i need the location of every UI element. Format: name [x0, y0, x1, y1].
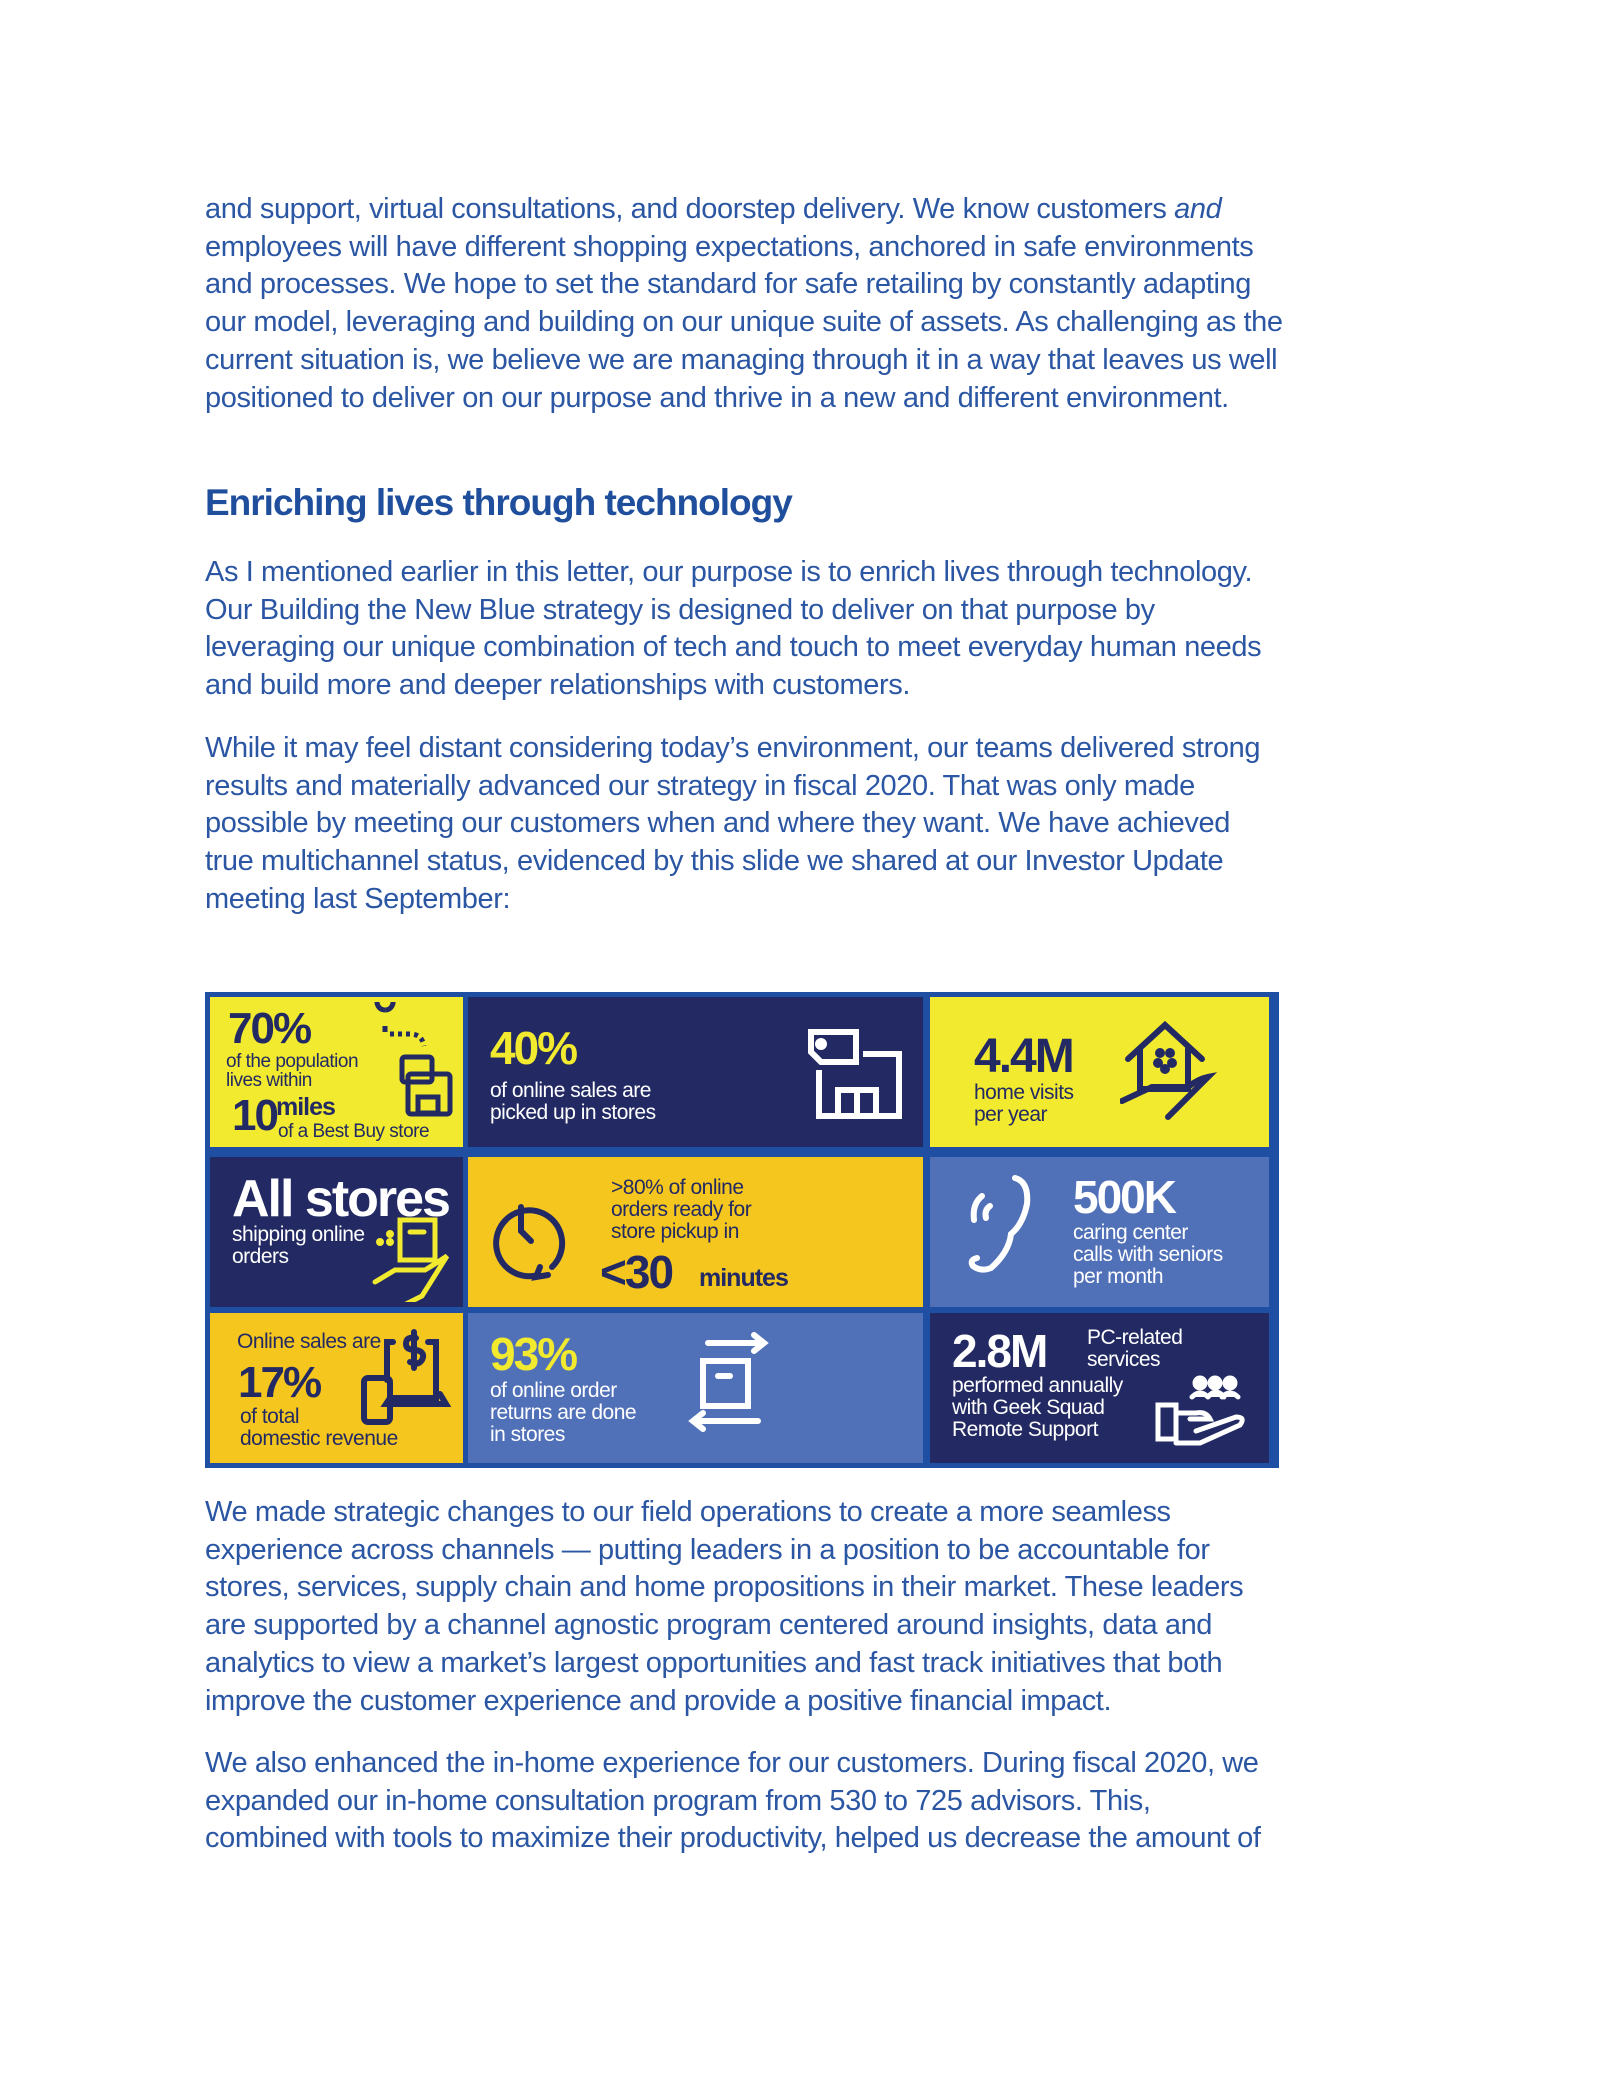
store-tag-icon: [803, 1022, 913, 1132]
text-line: meeting last September:: [205, 882, 511, 915]
text-line: and processes. We hope to set the standard for safe retailing by constantly adapting: [205, 268, 1251, 301]
multichannel-infographic: [205, 992, 1279, 1468]
text-line: analytics to view a market’s largest opportunities and fast track initiatives that both: [205, 1646, 1223, 1679]
stat-geek-squad-remote-support: 2.8M PC-related services performed annually with Geek Squad Remote Support: [930, 1313, 1269, 1463]
text-line: are supported by a channel agnostic program centered around insights, data and: [205, 1609, 1213, 1642]
text-line: stores, services, supply chain and home propositions in their market. These leaders: [205, 1571, 1244, 1604]
text-line: improve the customer experience and provide a positive financial impact.: [205, 1684, 1112, 1717]
text-line: and support, virtual consultations, and doorstep delivery. We know customers and: [205, 193, 1222, 225]
stat-pickup-ready-30-minutes: >80% of online orders ready for store pickup in <30 minutes: [468, 1157, 923, 1307]
location-store-icon: [360, 1002, 460, 1122]
text-line: expanded our in-home consultation program from 530 to 725 advisors. This,: [205, 1784, 1151, 1817]
text-line: Our Building the New Blue strategy is designed to deliver on that purpose by: [205, 593, 1155, 626]
people-hand-icon: [1150, 1373, 1260, 1453]
house-hand-icon: [1120, 1019, 1220, 1129]
text-line: current situation is, we believe we are managing through it in a way that leaves us well: [205, 343, 1278, 376]
field-operations-paragraph: [205, 1494, 1405, 1720]
stat-population-within-10-miles: 70% of the population lives within 10 miles of a Best Buy store: [210, 997, 463, 1147]
clock-icon: [488, 1187, 568, 1287]
text-line: leveraging our unique combination of tech and touch to meet everyday human needs: [205, 631, 1262, 664]
text-line: experience across channels — putting leaders in a position to be accountable for: [205, 1533, 1210, 1566]
results-paragraph: [205, 730, 1405, 919]
stat-online-sales-picked-up: 40% of online sales are picked up in stores: [468, 997, 923, 1147]
stat-online-returns-in-stores: 93% of online order returns are done in stores: [468, 1313, 923, 1463]
stat-online-sales-share: Online sales are 17% of total domestic revenue: [210, 1313, 463, 1463]
text-line: our model, leveraging and building on our unique suite of assets. As challenging as the: [205, 306, 1283, 339]
text-line: possible by meeting our customers when and where they want. We have achieved: [205, 807, 1230, 840]
text-line: results and materially advanced our strategy in fiscal 2020. That was only made: [205, 769, 1195, 802]
text-line: and build more and deeper relationships with customers.: [205, 669, 911, 702]
intro-paragraph: [205, 191, 1405, 417]
text-line: As I mentioned earlier in this letter, our purpose is to enrich lives through technology.: [205, 556, 1253, 588]
section-heading: Enriching lives through technology: [205, 482, 792, 523]
text-line: We also enhanced the in-home experience for our customers. During fiscal 2020, we: [205, 1747, 1259, 1779]
devices-dollar-icon: [358, 1328, 458, 1428]
return-box-icon: [678, 1331, 788, 1441]
phone-icon: [960, 1172, 1050, 1292]
stat-all-stores-shipping: All stores shipping online orders: [210, 1157, 463, 1307]
text-line: While it may feel distant considering today’s environment, our teams delivered strong: [205, 732, 1261, 764]
text-line: true multichannel status, evidenced by this slide we shared at our Investor Update: [205, 845, 1224, 878]
text-line: positioned to deliver on our purpose and thrive in a new and different environment.: [205, 381, 1229, 414]
package-hand-icon: [370, 1212, 460, 1302]
stat-home-visits: 4.4M home visits per year: [930, 997, 1269, 1147]
emphasis-and: and: [1174, 193, 1222, 225]
purpose-paragraph: [205, 554, 1405, 705]
in-home-paragraph: [205, 1745, 1405, 1858]
text-line: employees will have different shopping expectations, anchored in safe environments: [205, 230, 1254, 263]
stat-caring-center-calls: 500K caring center calls with seniors per month: [930, 1157, 1269, 1307]
text-line: We made strategic changes to our field operations to create a more seamless: [205, 1496, 1171, 1528]
text-line: combined with tools to maximize their productivity, helped us decrease the amount of: [205, 1822, 1261, 1855]
